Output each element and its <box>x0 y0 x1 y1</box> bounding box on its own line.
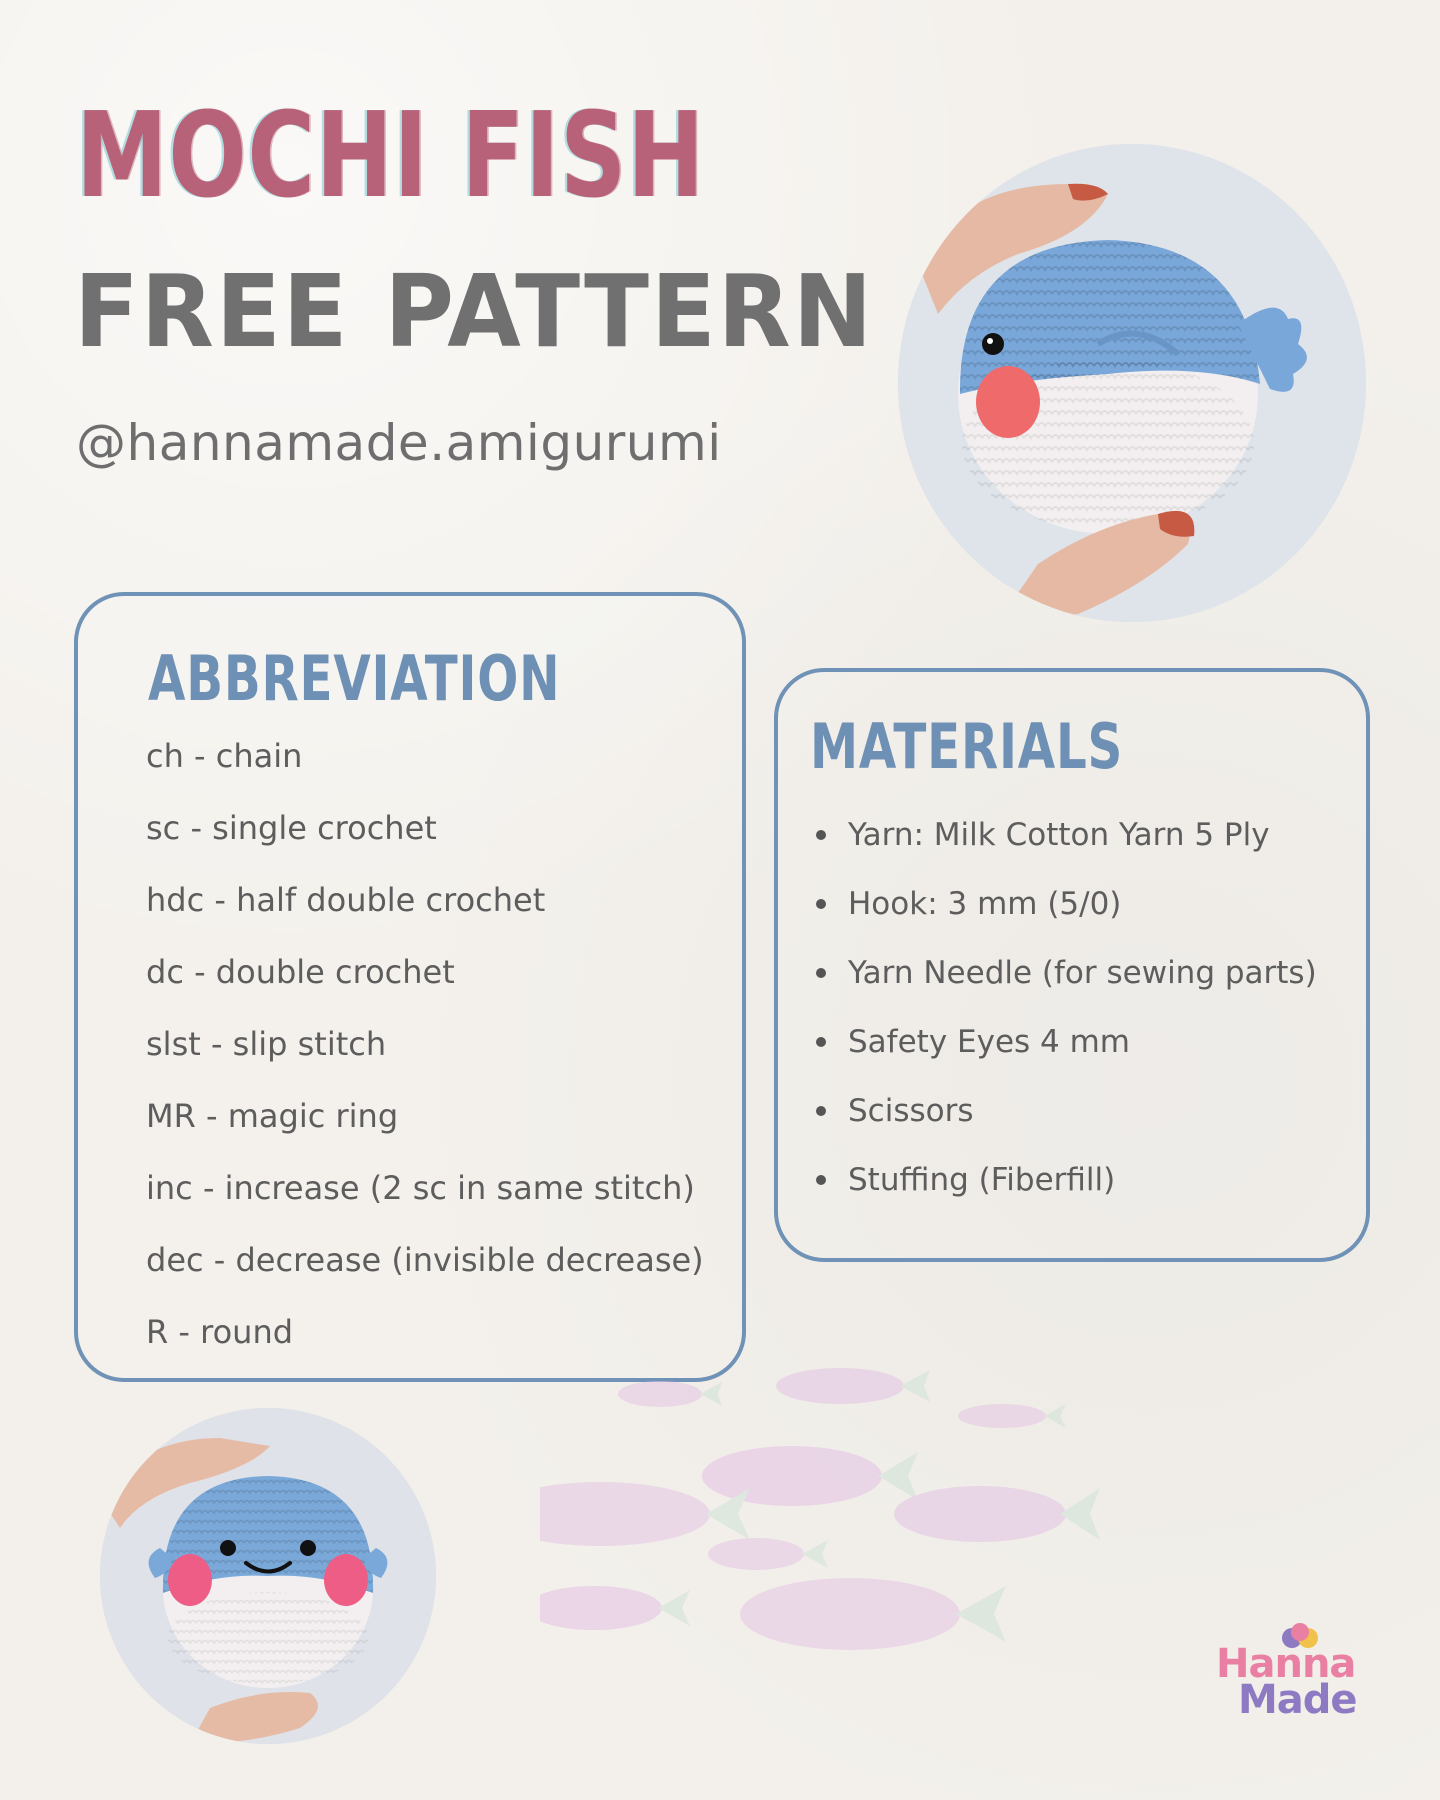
materials-item-label: Scissors <box>848 1092 974 1129</box>
abbreviation-item: sc - single crochet <box>146 809 437 847</box>
materials-item <box>816 1007 1317 1076</box>
bullet-icon <box>816 1175 826 1185</box>
abbreviation-item: ch - chain <box>146 737 303 775</box>
abbreviation-item: hdc - half double crochet <box>146 881 546 919</box>
materials-title: MATERIALS <box>810 710 1124 783</box>
logo-line-2: Made <box>1238 1677 1357 1723</box>
bullet-icon <box>816 899 826 909</box>
bullet-icon <box>816 830 826 840</box>
fish-illustration <box>776 1368 930 1404</box>
materials-item-label: Yarn: Milk Cotton Yarn 5 Ply <box>848 816 1270 853</box>
title-free-pattern: FREE PATTERN <box>74 253 875 370</box>
logo-line-1: Hanna <box>1216 1641 1356 1687</box>
abbreviation-item: inc - increase (2 sc in same stitch) <box>146 1169 695 1207</box>
materials-box <box>774 668 1370 1262</box>
materials-item <box>816 1145 1317 1214</box>
hanna-made-logo <box>1216 1620 1372 1750</box>
photo-mochi-fish-front <box>100 1408 436 1744</box>
logo-wordmark <box>1216 1641 1357 1723</box>
materials-item-label: Stuffing (Fiberfill) <box>848 1161 1116 1198</box>
materials-item <box>816 800 1317 869</box>
abbreviation-box <box>74 592 746 1382</box>
fish-illustration <box>702 1446 918 1506</box>
bullet-icon <box>816 968 826 978</box>
materials-item <box>816 938 1317 1007</box>
fish-illustration <box>708 1538 828 1570</box>
materials-item-label: Safety Eyes 4 mm <box>848 1023 1130 1060</box>
fish-illustration <box>958 1404 1066 1428</box>
materials-list <box>816 800 1317 1214</box>
fish-front-illustration <box>100 1408 436 1744</box>
instagram-handle: @hannamade.amigurumi <box>76 414 722 472</box>
abbreviation-item: slst - slip stitch <box>146 1025 387 1063</box>
abbreviation-item: R - round <box>146 1313 294 1351</box>
abbreviation-item: dec - decrease (invisible decrease) <box>146 1241 704 1279</box>
bullet-icon <box>816 1037 826 1047</box>
abbreviation-title: ABBREVIATION <box>148 642 561 715</box>
materials-item-label: Hook: 3 mm (5/0) <box>848 885 1122 922</box>
fish-illustration <box>618 1381 722 1407</box>
fish-illustration <box>894 1486 1100 1542</box>
materials-item <box>816 1076 1317 1145</box>
abbreviation-item: dc - double crochet <box>146 953 455 991</box>
materials-item-label: Yarn Needle (for sewing parts) <box>848 954 1317 991</box>
title-mochi-fish: MOCHI FISH <box>76 86 705 224</box>
bullet-icon <box>816 1106 826 1116</box>
fish-illustration <box>540 1586 690 1630</box>
abbreviation-list <box>146 736 704 1384</box>
abbreviation-item: MR - magic ring <box>146 1097 399 1135</box>
fish-illustration <box>740 1578 1006 1650</box>
materials-item <box>816 869 1317 938</box>
decorative-fish-school <box>540 1350 1260 1670</box>
photo-mochi-fish-side <box>898 144 1366 622</box>
fish-side-illustration <box>898 144 1366 622</box>
